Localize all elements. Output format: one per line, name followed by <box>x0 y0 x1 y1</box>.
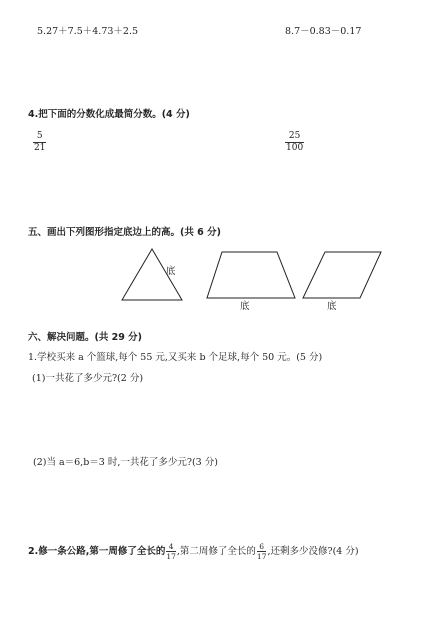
fraction-denominator: 17 <box>166 552 176 561</box>
problem-2-text-a: 2.修一条公路,第一周修了全长的 <box>28 546 166 557</box>
expression-2: 8.7－0.83－0.17 <box>285 26 362 37</box>
expression-1: 5.27＋7.5＋4.73＋2.5 <box>37 26 139 37</box>
fraction-25-100 <box>285 132 304 153</box>
fraction-6-17 <box>257 543 267 561</box>
fraction-5-21 <box>33 132 46 153</box>
q4-title: 4.把下面的分数化成最简分数。(4 分) <box>28 109 190 120</box>
shapes-figure <box>0 245 448 325</box>
fraction-4-17 <box>166 543 176 561</box>
trapezoid-base-label: 底 <box>240 301 250 312</box>
fraction-numerator: 6 <box>259 541 265 551</box>
triangle-base-label: 底 <box>166 266 176 277</box>
parallelogram-base-label: 底 <box>327 301 337 312</box>
problem-2-text-b: ,第二周修了全长的 <box>176 546 256 557</box>
fraction-numerator: 25 <box>288 131 301 141</box>
parallelogram-shape <box>303 252 381 298</box>
fraction-denominator: 100 <box>286 143 304 153</box>
section6-title: 六、解决问题。(共 29 分) <box>28 332 143 343</box>
fraction-denominator: 21 <box>34 143 46 153</box>
fraction-denominator: 17 <box>256 552 267 561</box>
fraction-numerator: 4 <box>168 541 174 551</box>
fraction-numerator: 5 <box>36 131 43 141</box>
section5-title: 五、画出下列图形指定底边上的高。(共 6 分) <box>28 227 221 238</box>
problem-2-text-c: ,还剩多少没修?(4 分) <box>267 546 359 557</box>
problem-1-part-2: (2)当 a＝6,b＝3 时,一共花了多少元?(3 分) <box>33 457 218 468</box>
problem-2 <box>28 542 359 562</box>
trapezoid-shape <box>207 252 295 298</box>
problem-1-part-1: (1)一共花了多少元?(2 分) <box>32 373 144 384</box>
problem-1: 1.学校买来 a 个篮球,每个 55 元,又买来 b 个足球,每个 50 元。(5 分) <box>28 352 323 363</box>
